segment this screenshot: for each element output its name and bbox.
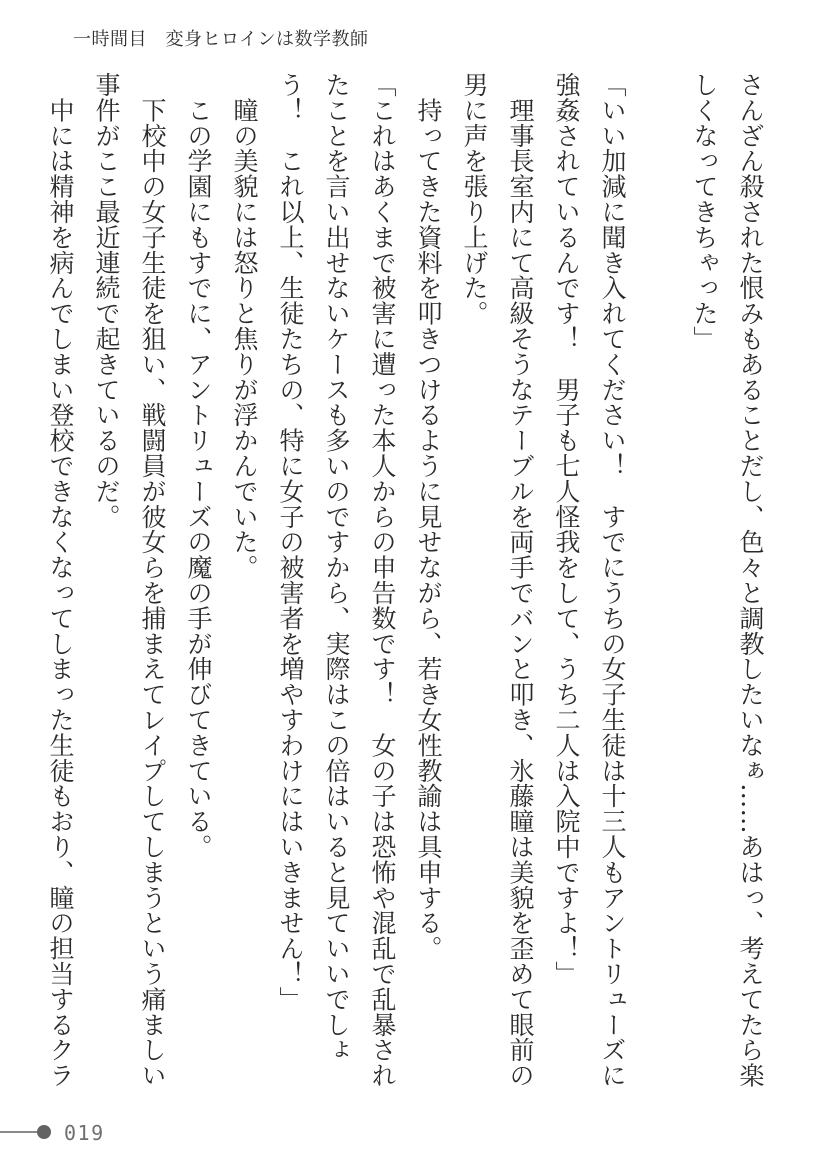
text-line: 「いい加減に聞き入れてください！ すでにうちの女子生徒は十三人もアントリューズに: [598, 72, 627, 1088]
footer-bullet-icon: [37, 1125, 51, 1139]
text-line: 強姦されているんです！ 男子も七人怪我をして、うち二人は入院中ですよ！」: [552, 72, 581, 987]
running-header: 一時間目 変身ヒロインは数学教師: [73, 29, 369, 50]
text-line: 瞳の美貌には怒りと焦りが浮かんでいた。: [230, 72, 259, 580]
text-line: [635, 72, 681, 1090]
text-line: さんざん殺された恨みもあることだし、色々と調教したいなぁ……あはっ、考えてたら楽: [736, 72, 765, 1088]
text-line: この学園にもすでに、アントリューズの魔の手が伸びてきている。: [184, 72, 213, 860]
text-line: 事件がここ最近連続で起きているのだ。: [92, 72, 121, 530]
footer-rule: [0, 1131, 40, 1133]
text-line: 理事長室内にて高級そうなテーブルを両手でバンと叩き、氷藤瞳は美貌を歪めて眼前の: [506, 72, 535, 1088]
text-line: たことを言い出せないケースも多いのですから、実際はこの倍はいると見ていいでしょ: [322, 72, 351, 1063]
text-line: 下校中の女子生徒を狙い、戦闘員が彼女らを捕まえてレイプしてしまうという痛ましい: [138, 72, 167, 1088]
text-line: 持ってきた資料を叩きつけるように見せながら、若き女性教諭は具申する。: [414, 72, 443, 961]
text-line: 「これはあくまで被害に遭った本人からの申告数です！ 女の子は恐怖や混乱で乱暴され: [368, 72, 397, 1088]
text-line: 男に声を張り上げた。: [460, 72, 489, 326]
text-line: しくなってきちゃった」: [690, 72, 719, 352]
text-line: 中には精神を病んでしまい登校できなくなってしまった生徒もおり、瞳の担当するクラ: [46, 72, 75, 1088]
page-number: 019: [64, 1121, 105, 1145]
vertical-text-block: [37, 72, 773, 1090]
text-line: う！ これ以上、生徒たちの、特に女子の被害者を増やすわけにはいきません！」: [276, 72, 305, 1012]
